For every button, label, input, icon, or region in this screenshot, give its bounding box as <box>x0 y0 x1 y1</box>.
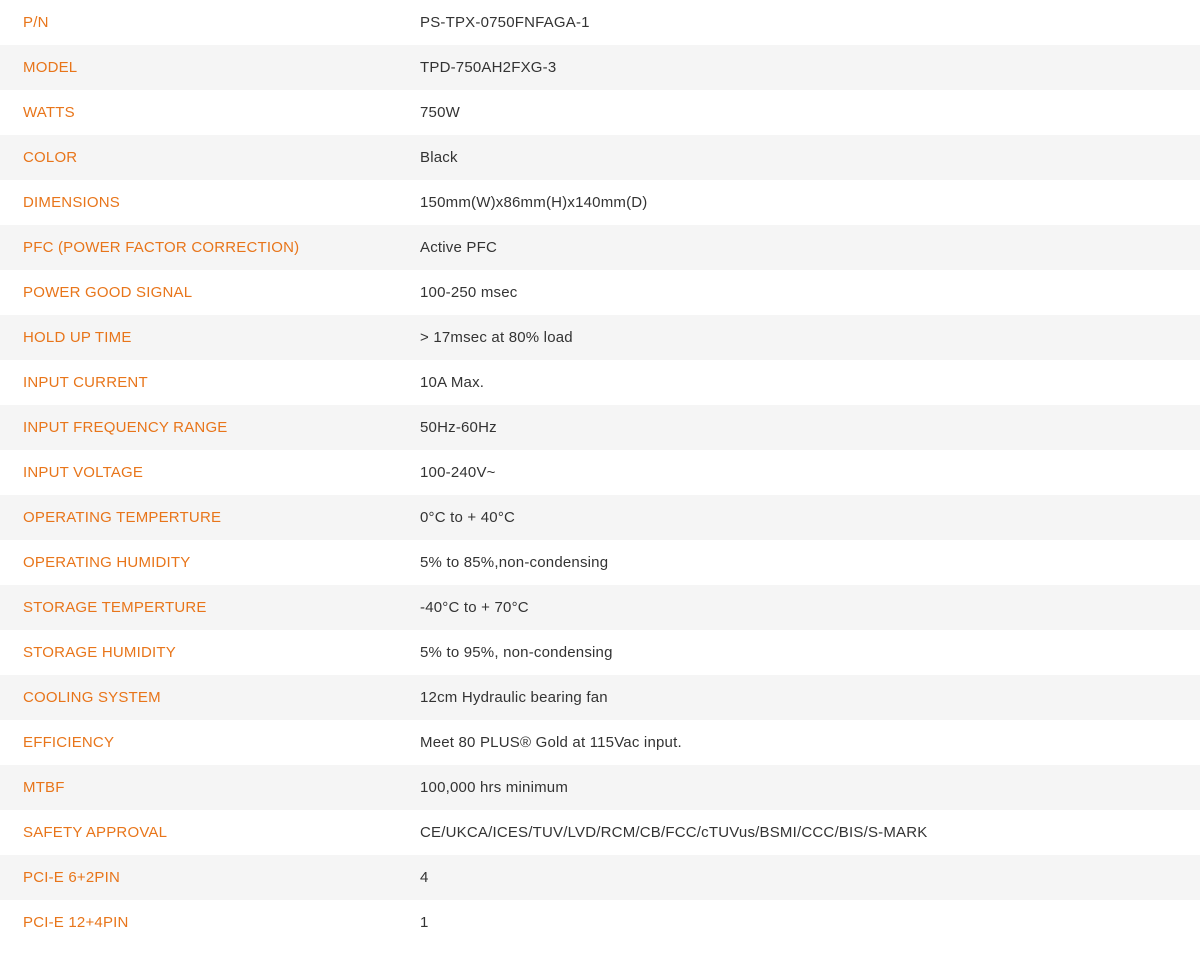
spec-value: 0°C to + 40°C <box>420 509 516 526</box>
spec-label: PCI-E 12+4PIN <box>23 914 129 931</box>
spec-label: PCI-E 6+2PIN <box>23 869 121 886</box>
spec-label: POWER GOOD SIGNAL <box>23 284 193 301</box>
spec-row-watts <box>0 90 1200 135</box>
spec-row-input-voltage <box>0 450 1200 495</box>
spec-value: 1 <box>420 914 429 931</box>
spec-value: 100-240V~ <box>420 464 496 481</box>
spec-value: 5% to 95%, non-condensing <box>420 644 613 661</box>
spec-row-mtbf <box>0 765 1200 810</box>
spec-row-hold-up-time <box>0 315 1200 360</box>
spec-row-input-current <box>0 360 1200 405</box>
spec-label: SAFETY APPROVAL <box>23 824 168 841</box>
spec-label: INPUT VOLTAGE <box>23 464 144 481</box>
spec-label: PFC (POWER FACTOR CORRECTION) <box>23 239 300 256</box>
spec-label: COOLING SYSTEM <box>23 689 161 706</box>
spec-label: WATTS <box>23 104 75 121</box>
spec-label: MODEL <box>23 59 78 76</box>
spec-label: STORAGE TEMPERTURE <box>23 599 207 616</box>
spec-row-model <box>0 45 1200 90</box>
spec-label: DIMENSIONS <box>23 194 121 211</box>
spec-value: 100,000 hrs minimum <box>420 779 569 796</box>
spec-value: TPD-750AH2FXG-3 <box>420 59 557 76</box>
spec-row-dimensions <box>0 180 1200 225</box>
spec-row-storage-humidity <box>0 630 1200 675</box>
spec-row-input-frequency-range <box>0 405 1200 450</box>
spec-value: -40°C to + 70°C <box>420 599 529 616</box>
spec-value: 750W <box>420 104 460 121</box>
spec-value: 50Hz-60Hz <box>420 419 497 436</box>
spec-value: Active PFC <box>420 239 498 256</box>
spec-row-operating-humidity <box>0 540 1200 585</box>
spec-row-pcie-6-2pin <box>0 855 1200 900</box>
spec-label: EFFICIENCY <box>23 734 115 751</box>
spec-value: > 17msec at 80% load <box>420 329 573 346</box>
spec-label: STORAGE HUMIDITY <box>23 644 176 661</box>
spec-value: 4 <box>420 869 429 886</box>
spec-row-efficiency <box>0 720 1200 765</box>
spec-value: 10A Max. <box>420 374 485 391</box>
spec-label: OPERATING HUMIDITY <box>23 554 191 571</box>
spec-label: MTBF <box>23 779 65 796</box>
spec-value: Black <box>420 149 458 166</box>
spec-value: 12cm Hydraulic bearing fan <box>420 689 608 706</box>
spec-row-power-good-signal <box>0 270 1200 315</box>
spec-row-color <box>0 135 1200 180</box>
spec-row-pn <box>0 0 1200 45</box>
spec-value: 150mm(W)x86mm(H)x140mm(D) <box>420 194 648 211</box>
spec-row-cooling-system <box>0 675 1200 720</box>
spec-row-storage-temperature <box>0 585 1200 630</box>
spec-label: OPERATING TEMPERTURE <box>23 509 222 526</box>
spec-value: 100-250 msec <box>420 284 518 301</box>
spec-label: INPUT CURRENT <box>23 374 148 391</box>
spec-value: CE/UKCA/ICES/TUV/LVD/RCM/CB/FCC/cTUVus/BSMI/CCC/BIS/S-MARK <box>420 824 928 841</box>
spec-row-operating-temperature <box>0 495 1200 540</box>
spec-label: P/N <box>23 14 49 31</box>
spec-label: INPUT FREQUENCY RANGE <box>23 419 228 436</box>
spec-value: 5% to 85%,non-condensing <box>420 554 609 571</box>
spec-value: Meet 80 PLUS® Gold at 115Vac input. <box>420 734 682 751</box>
spec-row-safety-approval <box>0 810 1200 855</box>
spec-label: COLOR <box>23 149 78 166</box>
spec-row-pcie-12-4pin <box>0 900 1200 945</box>
spec-value: PS-TPX-0750FNFAGA-1 <box>420 14 590 31</box>
spec-row-pfc <box>0 225 1200 270</box>
spec-label: HOLD UP TIME <box>23 329 132 346</box>
